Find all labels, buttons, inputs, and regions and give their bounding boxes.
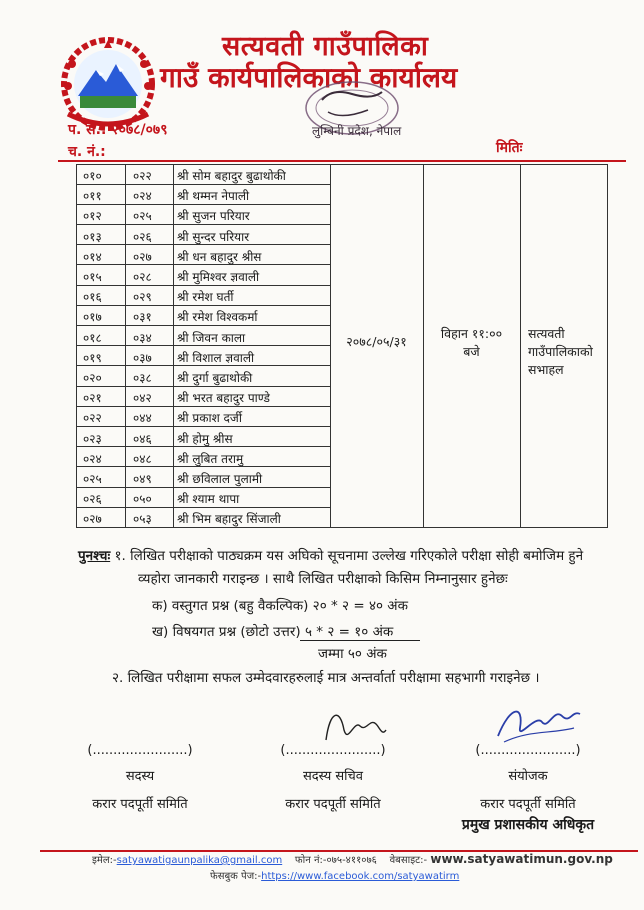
row-candidate-name: श्री थम्मन नेपाली: [177, 189, 250, 204]
row-roll-number: ०४९: [133, 472, 152, 486]
note-1-line2: व्यहोरा जानकारी गराइन्छ । साथै लिखित परीक्षाको किसिम निम्नानुसार हुनेछः: [138, 571, 508, 587]
row-roll-number: ०३१: [133, 310, 152, 325]
row-serial: ०२६: [83, 492, 102, 507]
table-row: [77, 468, 330, 488]
row-candidate-name: श्री दुर्गा बुढाथोकी: [177, 371, 253, 385]
row-candidate-name: श्री रमेश विश्वकर्मा: [177, 310, 258, 325]
table-row: [77, 407, 330, 427]
footer-contact: [92, 852, 632, 866]
table-row: [77, 428, 330, 448]
facebook-link[interactable]: https://www.facebook.com/satyawatirm: [261, 871, 460, 882]
table-row: [77, 226, 330, 246]
exam-time-line1: विहान ११:००: [440, 326, 503, 341]
row-candidate-name: श्री प्रकाश दर्जी: [177, 411, 242, 426]
table-row: [77, 306, 330, 326]
row-roll-number: ०२२: [133, 169, 152, 183]
row-serial: ०१३: [83, 229, 102, 244]
row-roll-number: ०४८: [133, 451, 152, 466]
row-roll-number: ०५०: [133, 492, 152, 507]
row-serial: ०२२: [83, 411, 102, 426]
row-candidate-name: श्री होमु श्रीस: [177, 431, 233, 446]
row-roll-number: ०२९: [133, 290, 152, 305]
note-1-text: १. लिखित परीक्षाको पाठ्यक्रम यस अघिको सूचनामा उल्लेख गरिएकोले परीक्षा सोही बमोजिम हुने: [114, 548, 584, 564]
signature-role: संयोजक: [508, 769, 548, 784]
website-link[interactable]: www.satyawatimun.gov.np: [430, 852, 613, 866]
row-serial: ०१४: [83, 249, 102, 264]
table-row: [77, 165, 330, 185]
row-roll-number: ०२७: [133, 249, 152, 264]
row-candidate-name: श्री श्याम थापा: [177, 492, 240, 507]
row-serial: ०२१: [83, 391, 102, 406]
note-subjective-marks: ख) विषयगत प्रश्न (छोटो उत्तर) ५ * २ = १० अंक: [152, 624, 394, 640]
table-row: [77, 246, 330, 266]
total-underline: [300, 640, 420, 641]
table-row: [77, 367, 330, 387]
signature-line: (.......................): [87, 743, 193, 758]
table-row: [77, 205, 330, 225]
exam-date: २०७८/०५/३१: [346, 334, 407, 349]
row-roll-number: ०२५: [133, 209, 152, 224]
row-candidate-name: श्री विशाल ज्ञवाली: [177, 350, 255, 365]
office-title-line1: सत्यवती गाउँपालिका: [222, 31, 429, 62]
signature-member-secretary: [258, 740, 408, 816]
exam-venue-line3: सभाहल: [528, 362, 564, 377]
patra-sankhya: प. सं.: २०७८/०७९: [68, 122, 168, 138]
footer-facebook: [210, 868, 459, 882]
row-serial: ०१९: [83, 350, 102, 365]
row-serial: ०२७: [83, 512, 102, 527]
office-title-line2: गाउँ कार्यपालिकाको कार्यालय: [160, 61, 458, 94]
row-candidate-name: श्री रमेश घर्ती: [177, 290, 234, 305]
note-total-marks: जम्मा ५० अंक: [318, 646, 387, 662]
row-candidate-name: श्री मुमिश्वर ज्ञवाली: [177, 270, 260, 284]
table-row: [77, 327, 330, 347]
row-candidate-name: श्री सुजन परियार: [177, 209, 250, 224]
date-label: मितिः: [496, 140, 523, 156]
row-roll-number: ०२८: [133, 270, 152, 284]
table-row: [77, 508, 330, 528]
row-candidate-name: श्री सोम बहादुर बुढाथोकी: [177, 169, 286, 183]
signature-committee: करार पदपूर्ती समिति: [480, 797, 576, 812]
note-objective-marks: क) वस्तुगत प्रश्न (बहु वैकल्पिक) २० * २ = ४० अंक: [152, 598, 408, 614]
signature-line: (.......................): [280, 743, 386, 758]
exam-venue-line2: गाउँपालिकाको: [528, 344, 593, 359]
exam-venue-line1: सत्यवती: [528, 326, 565, 341]
row-roll-number: ०५३: [133, 512, 152, 527]
row-serial: ०१०: [83, 169, 102, 183]
row-candidate-name: श्री भिम बहादुर सिंजाली: [177, 512, 281, 527]
row-roll-number: ०३८: [133, 371, 152, 385]
table-row: [77, 266, 330, 286]
row-roll-number: ०३७: [133, 350, 152, 365]
table-row: [77, 286, 330, 306]
row-serial: ०२३: [83, 431, 102, 446]
chalani-number: च. नं.:: [68, 144, 106, 160]
office-seal-icon: [292, 78, 412, 160]
exam-time: [423, 325, 520, 361]
note-label: पुनश्चः: [78, 548, 111, 564]
facebook-label: फेसबुक पेज:-: [210, 871, 262, 882]
table-row: [77, 448, 330, 468]
table-row: [77, 185, 330, 205]
row-roll-number: ०२६: [133, 229, 152, 244]
signature-coordinator: [448, 740, 608, 836]
signature-role: सदस्य सचिव: [302, 769, 364, 784]
row-roll-number: ०४२: [133, 391, 152, 406]
row-candidate-name: श्री छविलाल पुलामी: [177, 472, 263, 486]
signature-member: [70, 740, 210, 816]
row-serial: ०२४: [83, 451, 102, 466]
row-serial: ०१२: [83, 209, 102, 224]
row-roll-number: ०३४: [133, 330, 152, 345]
row-serial: ०११: [83, 189, 102, 204]
table-row: [77, 387, 330, 407]
email-label: इमेल:-: [92, 855, 117, 866]
row-serial: ०१८: [83, 330, 102, 345]
table-row: [77, 347, 330, 367]
phone-number: फोन नं:-०७५-४११०७६: [294, 855, 377, 866]
website-label: वेबसाइट:-: [389, 855, 428, 866]
row-candidate-name: श्री लुबित तरामु: [177, 451, 244, 466]
row-serial: ०१७: [83, 310, 102, 325]
table-row: [77, 488, 330, 508]
signature-line: (.......................): [475, 743, 581, 758]
row-candidate-name: श्री सुन्दर परियार: [177, 229, 250, 244]
row-roll-number: ०४६: [133, 431, 152, 446]
row-serial: ०१५: [83, 270, 102, 284]
officer-stamp: प्रमुख प्रशासकीय अधिकृत: [461, 817, 595, 833]
exam-time-line2: बजे: [463, 344, 480, 359]
candidate-table: [76, 164, 608, 528]
row-candidate-name: श्री जिवन काला: [177, 330, 246, 345]
row-roll-number: ०४४: [133, 411, 152, 426]
nepal-emblem-icon: [58, 34, 158, 132]
header-divider: [58, 160, 626, 162]
row-serial: ०२५: [83, 472, 102, 486]
seal-province-text: लुम्बिनी प्रदेश, नेपाल: [312, 124, 402, 138]
note-1-line1: [78, 546, 583, 564]
signature-role: सदस्य: [125, 769, 155, 784]
note-2: २. लिखित परीक्षामा सफल उम्मेदवारहरुलाई मात्र अन्तर्वार्ता परीक्षामा सहभागी गराइनेछ ।: [112, 670, 540, 686]
row-serial: ०१६: [83, 290, 102, 305]
row-candidate-name: श्री धन बहादुर श्रीस: [177, 249, 262, 264]
signature-committee: करार पदपूर्ती समिति: [92, 797, 188, 812]
row-roll-number: ०२४: [133, 189, 152, 204]
email-link[interactable]: satyawatigaunpalika@gmail.com: [116, 855, 283, 866]
row-serial: ०२०: [83, 371, 102, 385]
exam-venue: [520, 325, 609, 379]
row-candidate-name: श्री भरत बहादुर पाण्डे: [177, 391, 270, 406]
signature-committee: करार पदपूर्ती समिति: [285, 797, 381, 812]
